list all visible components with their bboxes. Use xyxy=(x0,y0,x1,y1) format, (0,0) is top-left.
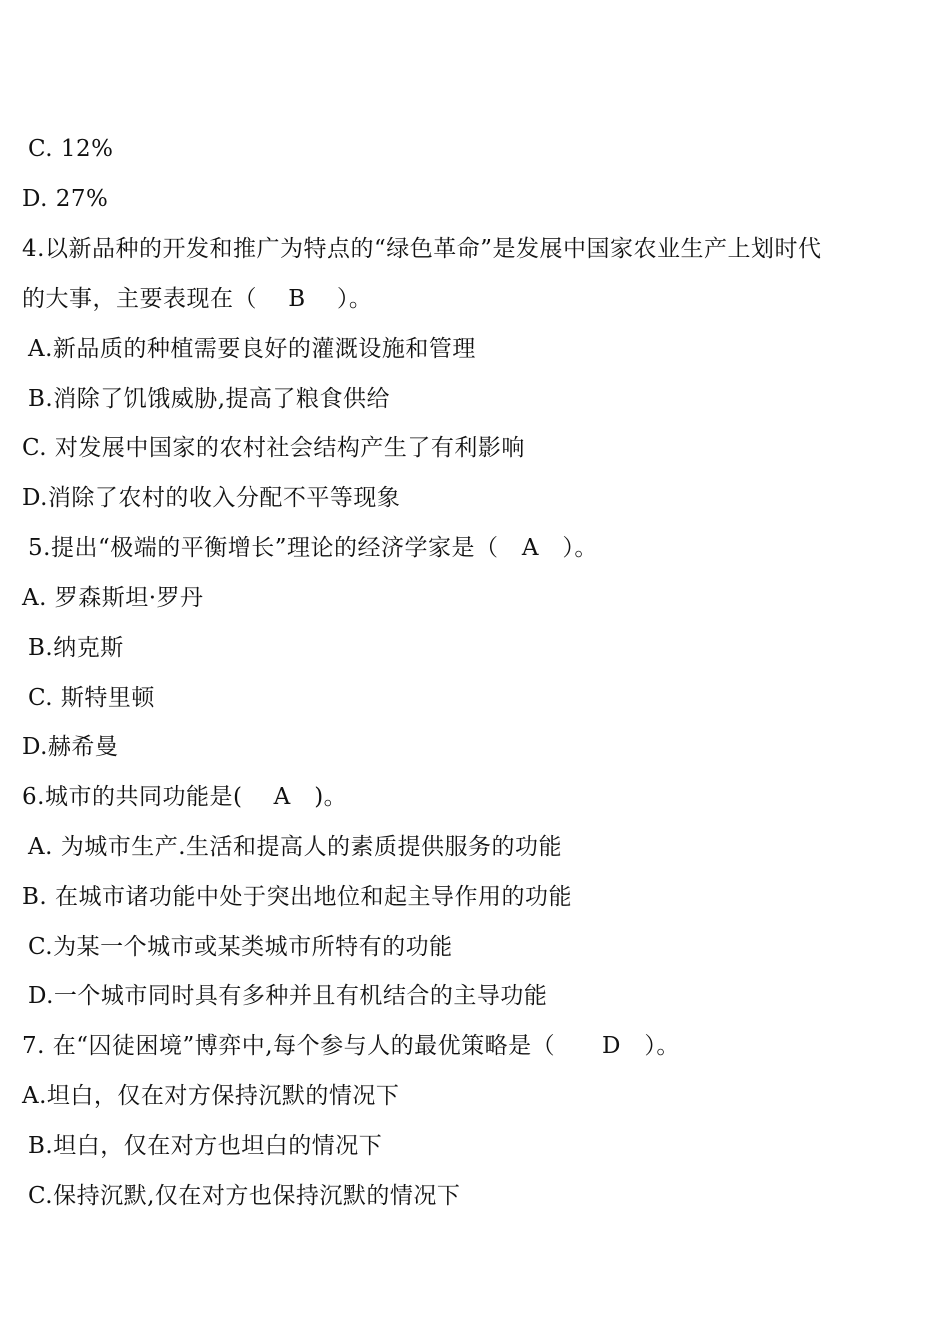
q4-option-a: A.新品质的种植需要良好的灌溉设施和管理 xyxy=(28,336,476,362)
q7-stem: 7. 在“囚徒困境”博弈中,每个参与人的最优策略是（ D ）。 xyxy=(22,1033,680,1059)
prev-option-c: C. 12% xyxy=(28,136,114,162)
q7-option-a: A.坦白，仅在对方保持沉默的情况下 xyxy=(22,1083,400,1109)
q7-option-b: B.坦白，仅在对方也坦白的情况下 xyxy=(28,1133,383,1159)
q6-option-a: A. 为城市生产.生活和提高人的素质提供服务的功能 xyxy=(28,834,563,860)
q4-option-b: B.消除了饥饿威胁,提高了粮食供给 xyxy=(28,386,391,412)
q4-stem-line-1: 4.以新品种的开发和推广为特点的“绿色革命”是发展中国家农业生产上划时代 xyxy=(22,236,822,262)
q6-option-b: B. 在城市诸功能中处于突出地位和起主导作用的功能 xyxy=(22,884,573,910)
q4-stem-line-2: 的大事，主要表现在（ B ）。 xyxy=(22,286,373,312)
q7-option-c: C.保持沉默,仅在对方也保持沉默的情况下 xyxy=(28,1183,461,1209)
q6-option-d: D.一个城市同时具有多种并且有机结合的主导功能 xyxy=(28,983,548,1009)
q6-option-c: C.为某一个城市或某类城市所特有的功能 xyxy=(28,934,453,960)
q5-option-b: B.纳克斯 xyxy=(28,635,124,661)
prev-option-d: D. 27% xyxy=(22,186,109,212)
q4-option-d: D.消除了农村的收入分配不平等现象 xyxy=(22,485,401,511)
q6-stem: 6.城市的共同功能是( A )。 xyxy=(22,784,348,810)
q5-option-d: D.赫希曼 xyxy=(22,734,119,760)
q5-option-c: C. 斯特里顿 xyxy=(28,685,155,711)
q5-stem: 5.提出“极端的平衡增长”理论的经济学家是（ A ）。 xyxy=(28,535,598,561)
q5-option-a: A. 罗森斯坦·罗丹 xyxy=(22,585,204,611)
q4-option-c: C. 对发展中国家的农村社会结构产生了有利影响 xyxy=(22,435,525,461)
